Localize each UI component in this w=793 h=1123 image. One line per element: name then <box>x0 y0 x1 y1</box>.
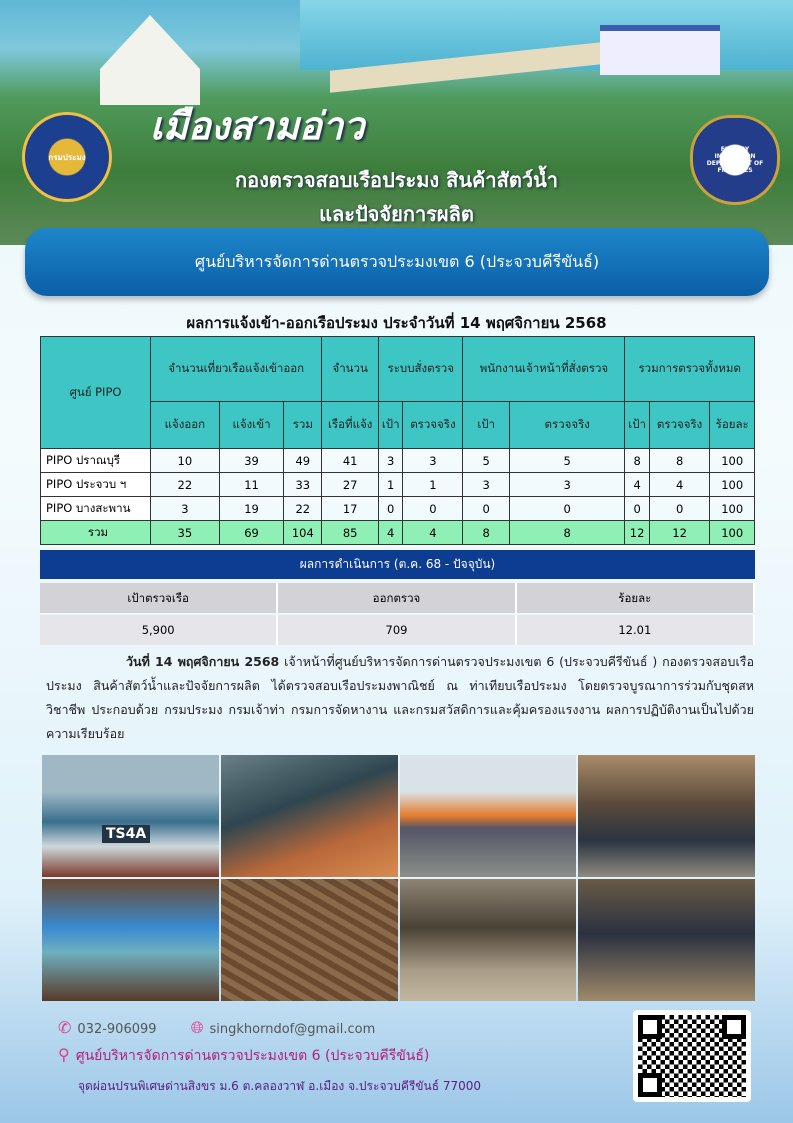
division-title-line2: และปัจจัยการผลิต <box>319 202 474 226</box>
center-name-cell: รวม <box>41 521 151 545</box>
email-link[interactable]: singkhorndof@gmail.com <box>209 1022 376 1037</box>
value-cell: 27 <box>322 473 379 497</box>
subheader-cell: แจ้งเข้า <box>219 402 284 449</box>
temple <box>100 15 200 105</box>
photo-inspection-team <box>578 879 755 1001</box>
photo-boat-deck-net <box>221 755 398 877</box>
logo-text: FISHERY INSPECTION DEPARTMENT OF FISHERIES <box>706 146 764 174</box>
subheader-cell: เรือที่แจ้ง <box>322 402 379 449</box>
value-cell: 3 <box>403 449 463 473</box>
office-name: ศูนย์บริหารจัดการด่านตรวจประมงเขต 6 (ประจวบคีรีขันธ์) <box>75 1048 430 1064</box>
photo-crew-pier <box>400 879 577 1001</box>
header-cell: พนักงานเจ้าหน้าที่สั่งตรวจ <box>463 337 625 402</box>
report-body: เจ้าหน้าที่ศูนย์บริหารจัดการด่านตรวจประมงเขต 6 (ประจวบคีรีขันธ์ ) กองตรวจสอบเรือประมง สินค้าสัตว์น้ำและปัจจัยการผลิต ได้ตรวจสอบเรือประมงพาณิชย์ ณ ท่าเทียบเรือประมง โดยตรวจบูรณาการร่วมกับชุดสหวิชาชีพ ประกอบด้วย กรมประมง กรมเจ้าท่า กรมการจัดหางาน และกรมสวัสดิการและคุ้มครองแรงงาน ผลการปฏิบัติงานเป็นไปด้วยความเรียบร้อย <box>46 654 754 741</box>
center-name-cell: PIPO ประจวบ ฯ <box>41 473 151 497</box>
value-cell: 0 <box>625 497 649 521</box>
center-name-banner: ศูนย์บริหารจัดการด่านตรวจประมงเขต 6 (ประจวบคีรีขันธ์) <box>25 228 769 296</box>
value-cell: 100 <box>710 449 755 473</box>
value-cell: 8 <box>463 521 510 545</box>
value-cell: 22 <box>284 497 322 521</box>
header-cell: รวมการตรวจทั้งหมด <box>625 337 755 402</box>
value-cell: 4 <box>649 473 710 497</box>
center-name-cell: PIPO ปราณบุรี <box>41 449 151 473</box>
photo-inspector-documents <box>578 755 755 877</box>
results-header: เป้าตรวจเรือ <box>40 583 278 613</box>
value-cell: 3 <box>509 473 624 497</box>
subheader-cell: ตรวจจริง <box>649 402 710 449</box>
value-cell: 49 <box>284 449 322 473</box>
value-cell: 4 <box>625 473 649 497</box>
value-cell: 22 <box>151 473 220 497</box>
value-cell: 12 <box>649 521 710 545</box>
office-line <box>58 1045 429 1067</box>
value-cell: 69 <box>219 521 284 545</box>
value-cell: 39 <box>219 449 284 473</box>
value-cell: 3 <box>151 497 220 521</box>
header-cell: ศูนย์ PIPO <box>41 337 151 449</box>
division-title-line1: กองตรวจสอบเรือประมง สินค้าสัตว์น้ำ <box>235 168 558 192</box>
value-cell: 17 <box>322 497 379 521</box>
header-cell: จำนวนเที่ยวเรือแจ้งเข้าออก <box>151 337 322 402</box>
vessel-report-table <box>40 336 755 545</box>
value-cell: 4 <box>379 521 403 545</box>
table-row <box>41 497 755 521</box>
results-value: 5,900 <box>40 615 278 645</box>
photo-crew-lifejackets <box>400 755 577 877</box>
phone-icon: ✆ <box>58 1018 72 1037</box>
subheader-cell: แจ้งออก <box>151 402 220 449</box>
table-title: ผลการแจ้งเข้า-ออกเรือประมง ประจำวันที่ 14 พฤศจิกายน 2568 <box>186 314 607 332</box>
value-cell: 1 <box>403 473 463 497</box>
value-cell: 100 <box>710 497 755 521</box>
photo-fishing-boat <box>42 755 219 877</box>
value-cell: 8 <box>509 521 624 545</box>
value-cell: 35 <box>151 521 220 545</box>
value-cell: 104 <box>284 521 322 545</box>
photo-fishing-gear <box>221 879 398 1001</box>
value-cell: 0 <box>463 497 510 521</box>
value-cell: 10 <box>151 449 220 473</box>
value-cell: 0 <box>649 497 710 521</box>
value-cell: 12 <box>625 521 649 545</box>
subheader-cell: เป้า <box>379 402 403 449</box>
photo-fish-hold <box>42 879 219 1001</box>
subheader-cell: ร้อยละ <box>710 402 755 449</box>
results-title: ผลการดำเนินการ (ต.ค. 68 - ปัจจุบัน) <box>40 550 755 579</box>
value-cell: 100 <box>710 521 755 545</box>
qr-code[interactable] <box>633 1010 751 1102</box>
results-header: ออกตรวจ <box>278 583 516 613</box>
subheader-cell: เป้า <box>625 402 649 449</box>
value-cell: 0 <box>379 497 403 521</box>
value-cell: 100 <box>710 473 755 497</box>
value-cell: 19 <box>219 497 284 521</box>
address: จุดผ่อนปรนพิเศษด่านสิงขร ม.6 ต.คลองวาฬ อ.เมือง จ.ประจวบคีรีขันธ์ 77000 <box>78 1079 482 1093</box>
city-title-art: เมืองสามอ่าว <box>150 103 365 148</box>
value-cell: 41 <box>322 449 379 473</box>
report-paragraph <box>46 650 754 746</box>
phone-number[interactable]: 032-906099 <box>77 1022 157 1037</box>
logo-text: กรมประมง <box>48 152 86 162</box>
value-cell: 8 <box>625 449 649 473</box>
results-value: 12.01 <box>517 615 755 645</box>
subheader-cell: เป้า <box>463 402 510 449</box>
total-row <box>41 521 755 545</box>
value-cell: 85 <box>322 521 379 545</box>
results-panel <box>40 550 755 645</box>
value-cell: 5 <box>509 449 624 473</box>
value-cell: 0 <box>509 497 624 521</box>
contact-line <box>58 1018 375 1038</box>
header-cell: ระบบสั่งตรวจ <box>379 337 463 402</box>
value-cell: 11 <box>219 473 284 497</box>
subheader-cell: รวม <box>284 402 322 449</box>
results-value: 709 <box>278 615 516 645</box>
globe-icon: 🌐︎ <box>190 1018 204 1037</box>
report-date: วันที่ 14 พฤศจิกายน 2568 <box>126 654 280 669</box>
value-cell: 8 <box>649 449 710 473</box>
photo-grid <box>42 755 755 1001</box>
value-cell: 5 <box>463 449 510 473</box>
value-cell: 0 <box>403 497 463 521</box>
subheader-cell: ตรวจจริง <box>509 402 624 449</box>
table-row <box>41 473 755 497</box>
location-pin-icon: ⚲ <box>58 1045 70 1064</box>
value-cell: 3 <box>463 473 510 497</box>
subheader-cell: ตรวจจริง <box>403 402 463 449</box>
value-cell: 3 <box>379 449 403 473</box>
value-cell: 33 <box>284 473 322 497</box>
boat-number: TS4A <box>102 825 150 843</box>
value-cell: 4 <box>403 521 463 545</box>
center-name-cell: PIPO บางสะพาน <box>41 497 151 521</box>
value-cell: 1 <box>379 473 403 497</box>
header-banner-photo <box>0 0 793 245</box>
table-row <box>41 449 755 473</box>
building <box>600 25 720 75</box>
results-header: ร้อยละ <box>517 583 755 613</box>
header-cell: จำนวน <box>322 337 379 402</box>
